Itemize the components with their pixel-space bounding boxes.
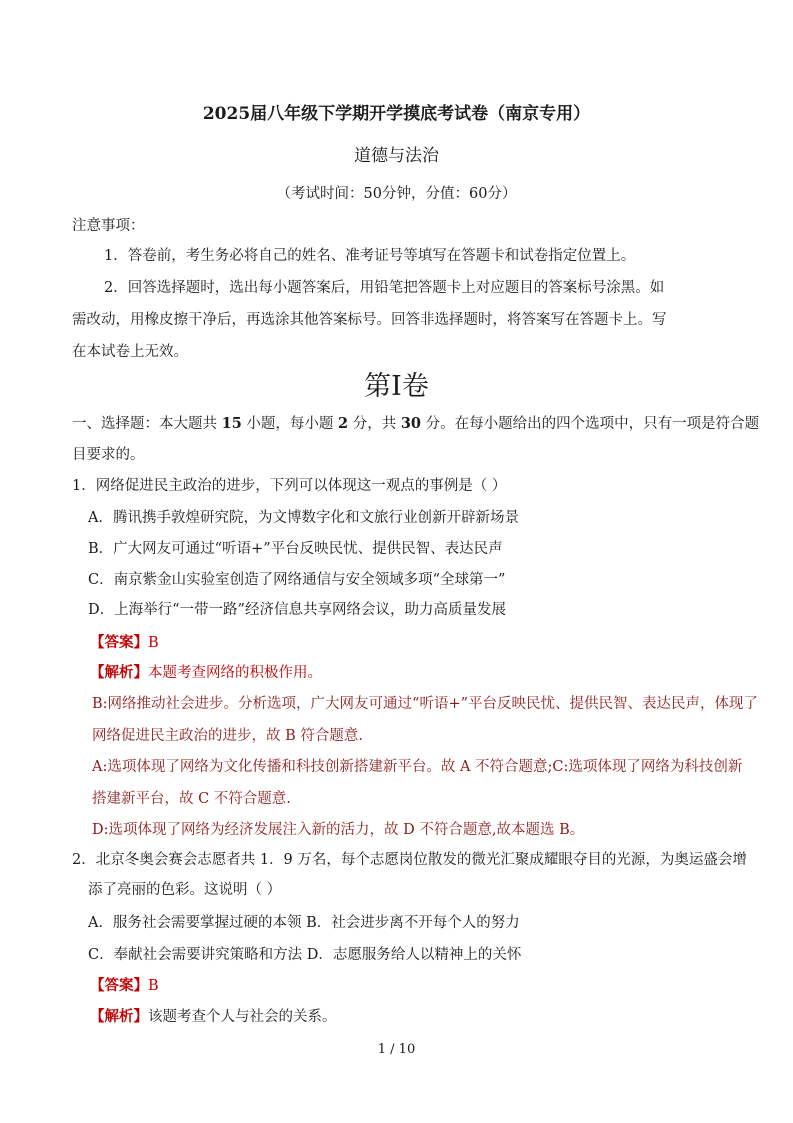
q2-stem-line-2: 添了亮丽的色彩。这说明（ ） [88,882,282,898]
exam-title: 2025届八年级下学期开学摸底考试卷（南京专用） [202,104,591,124]
q2-stem-line-1: 2．北京冬奥会赛会志愿者共 1．9 万名，每个志愿岗位散发的微光汇聚成耀眼夺目的光源，为奥运盛会增 [72,852,747,868]
q2-options-cd: C．奉献社会需要讲究策略和方法 D．志愿服务给人以精神上的关怀 [88,947,522,963]
q1-explanation-3: D:选项体现了网络为经济发展注入新的活力，故 D 不符合题意,故本题选 B。 [92,822,585,838]
page-number: 1 / 10 [377,1042,416,1057]
note-item-2-line-2: 需改动，用橡皮擦干净后，再选涂其他答案标号。回答非选择题时，将答案写在答题卡上。写 [72,312,667,328]
q1-analysis: 【解析】本题考查网络的积极作用。 [90,664,322,681]
q1-explanation-1-line-2: 网络促进民主政治的进步，故 B 符合题意. [92,728,363,744]
q1-option-a: A．腾讯携手敦煌研究院，为文博数字化和文旅行业创新开辟新场景 [88,510,519,526]
section-instructions-line-2: 目要求的。 [72,447,145,463]
q1-explanation-2-line-1: A:选项体现了网络为文化传播和科技创新搭建新平台。故 A 不符合题意;C:选项体现了网络为科技创新 [92,759,743,775]
section-instructions-line-1: 一、选择题：本大题共 15 小题，每小题 2 分，共 30 分。在每小题给出的四个选项中，只有一项是符合题 [72,415,760,432]
note-item-1: 1．答卷前，考生务必将自己的姓名、准考证号等填写在答题卡和试卷指定位置上。 [104,248,636,264]
q2-answer: 【答案】B [90,977,159,994]
q1-option-c: C．南京紫金山实验室创造了网络通信与安全领域多项“全球第一” [88,572,506,588]
q2-analysis: 【解析】该题考查个人与社会的关系。 [90,1008,337,1025]
q1-explanation-1-line-1: B:网络推动社会进步。分析选项，广大网友可通过“听语+”平台反映民忧、提供民智、表达民声，体现了 [92,696,759,712]
q1-explanation-2-line-2: 搭建新平台，故 C 不符合题意. [92,791,291,807]
q1-option-b: B．广大网友可通过“听语+”平台反映民忧、提供民智、表达民声 [88,541,503,557]
q2-options-ab: A．服务社会需要掌握过硬的本领 B．社会进步离不开每个人的努力 [88,915,520,931]
note-item-2-line-1: 2．回答选择题时，选出每小题答案后，用铅笔把答题卡上对应题目的答案标号涂黑。如 [104,280,665,296]
q1-option-d: D．上海举行“一带一路”经济信息共享网络会议，助力高质量发展 [88,602,506,618]
q1-stem: 1．网络促进民主政治的进步，下列可以体现这一观点的事例是（ ） [72,478,507,494]
exam-info: （考试时间：50分钟，分值：60分） [276,186,517,202]
notes-heading: 注意事项： [72,218,145,234]
subject-title: 道德与法治 [354,146,439,166]
note-item-2-line-3: 在本试卷上无效。 [72,344,188,360]
volume-title: 第Ⅰ卷 [364,371,429,402]
q1-answer: 【答案】B [90,634,159,651]
